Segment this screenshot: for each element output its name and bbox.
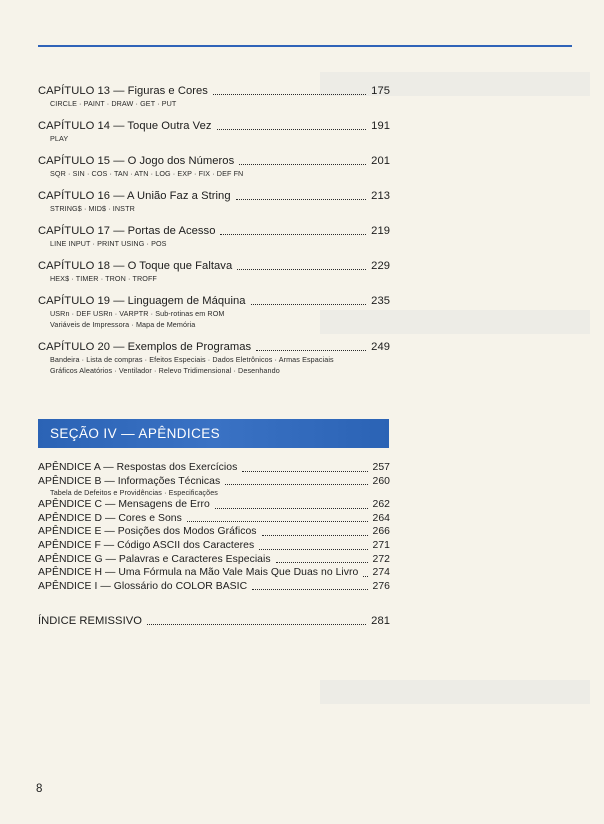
chapter-entry[interactable]: [38, 259, 390, 284]
appendix-line: [38, 475, 390, 489]
appendix-label: APÊNDICE E — Posições dos Modos Gráficos: [38, 526, 257, 538]
appendix-line: [38, 580, 390, 594]
leader-dots: [276, 561, 368, 563]
chapter-label: CAPÍTULO 15 — O Jogo dos Números: [38, 155, 235, 167]
leader-dots: [217, 128, 367, 130]
chapter-label: CAPÍTULO 16 — A União Faz a String: [38, 190, 231, 202]
appendix-label: APÊNDICE D — Cores e Sons: [38, 512, 182, 524]
leader-dots: [239, 163, 366, 165]
index-entry[interactable]: [38, 614, 390, 628]
appendix-label: APÊNDICE F — Código ASCII dos Caracteres: [38, 539, 255, 551]
leader-dots: [237, 268, 366, 270]
chapter-line: [38, 294, 390, 308]
chapter-keywords: CIRCLE · PAINT · DRAW · GET · PUT: [50, 99, 177, 108]
chapter-page: 175: [371, 85, 390, 97]
page-number: 8: [36, 783, 43, 795]
appendix-page: 266: [372, 526, 390, 538]
appendix-entry[interactable]: [38, 475, 390, 499]
chapter-line: [38, 224, 390, 238]
appendix-label: APÊNDICE I — Glossário do COLOR BASIC: [38, 580, 248, 592]
appendix-entry[interactable]: [38, 498, 390, 512]
chapter-keywords: USRn · DEF USRn · VARPTR · Sub-rotinas em ROM: [50, 309, 225, 318]
appendix-keywords: Tabela de Defeitos e Providências · Especificações: [50, 488, 219, 498]
section-title: SEÇÃO IV — APÊNDICES: [50, 426, 221, 441]
appendix-page: 274: [372, 567, 390, 579]
chapter-entry[interactable]: [38, 189, 390, 214]
appendix-page: 260: [372, 475, 390, 487]
chapter-line: [38, 154, 390, 168]
leader-dots: [363, 575, 367, 577]
chapter-label: CAPÍTULO 18 — O Toque que Faltava: [38, 260, 233, 272]
appendix-list: [38, 461, 390, 593]
chapter-page: 191: [371, 120, 390, 132]
appendix-entry[interactable]: [38, 525, 390, 539]
chapter-keywords: Bandeira · Lista de compras · Efeitos Especiais · Dados Eletrônicos · Armas Espaciais: [50, 355, 334, 364]
chapter-entry[interactable]: [38, 224, 390, 249]
chapter-page: 219: [371, 225, 390, 237]
leader-dots: [225, 483, 367, 485]
leader-dots: [215, 507, 368, 509]
appendix-page: 271: [372, 539, 390, 551]
chapter-label: CAPÍTULO 13 — Figuras e Cores: [38, 85, 208, 97]
chapter-page: 229: [371, 260, 390, 272]
appendix-entry[interactable]: [38, 566, 390, 580]
chapter-keywords: SQR · SIN · COS · TAN · ATN · LOG · EXP · FIX · DEF FN: [50, 169, 244, 178]
chapter-keywords: LINE INPUT · PRINT USING · POS: [50, 239, 167, 248]
appendix-entry[interactable]: [38, 553, 390, 567]
appendix-label: APÊNDICE H — Uma Fórmula na Mão Vale Mais Que Duas no Livro: [38, 567, 359, 579]
chapter-label: CAPÍTULO 14 — Toque Outra Vez: [38, 120, 212, 132]
leader-dots: [256, 349, 366, 351]
chapter-label: CAPÍTULO 17 — Portas de Acesso: [38, 225, 216, 237]
leader-dots: [262, 534, 368, 536]
appendix-entry[interactable]: [38, 580, 390, 594]
appendix-label: APÊNDICE A — Respostas dos Exercícios: [38, 462, 238, 473]
appendix-line: [38, 566, 390, 580]
appendix-page: 257: [372, 462, 390, 473]
index-label: ÍNDICE REMISSIVO: [38, 615, 142, 627]
chapter-entry[interactable]: [38, 340, 390, 376]
appendix-page: 262: [372, 499, 390, 511]
chapter-label: CAPÍTULO 19 — Linguagem de Máquina: [38, 295, 246, 307]
appendix-line: [38, 498, 390, 512]
appendix-line: [38, 512, 390, 526]
leader-dots: [259, 548, 367, 550]
chapter-line: [38, 259, 390, 273]
chapter-line: [38, 119, 390, 133]
appendix-entry[interactable]: [38, 512, 390, 526]
chapter-entry[interactable]: [38, 84, 390, 109]
top-rule: [38, 45, 572, 47]
appendix-line: [38, 553, 390, 567]
chapter-list: [38, 84, 390, 376]
chapter-page: 213: [371, 190, 390, 202]
bleed-through: [320, 680, 590, 704]
leader-dots: [220, 233, 366, 235]
chapter-page: 249: [371, 341, 390, 353]
appendix-line: [38, 525, 390, 539]
appendix-label: APÊNDICE B — Informações Técnicas: [38, 475, 221, 487]
chapter-entry[interactable]: [38, 119, 390, 144]
chapter-keywords: Variáveis de Impressora · Mapa de Memória: [50, 320, 196, 329]
leader-dots: [252, 588, 367, 590]
chapter-keywords: Gráficos Aleatórios · Ventilador · Relevo Tridimensional · Desenhando: [50, 366, 280, 375]
chapter-page: 201: [371, 155, 390, 167]
chapter-line: [38, 189, 390, 203]
chapter-entry[interactable]: [38, 154, 390, 179]
chapter-keywords: HEX$ · TIMER · TRON · TROFF: [50, 274, 157, 283]
appendix-entry[interactable]: [38, 461, 390, 475]
leader-dots: [236, 198, 367, 200]
leader-dots: [213, 93, 366, 95]
leader-dots: [242, 470, 367, 472]
appendix-line: [38, 539, 390, 553]
appendix-line: [38, 461, 390, 475]
leader-dots: [187, 520, 368, 522]
appendix-label: APÊNDICE C — Mensagens de Erro: [38, 499, 210, 511]
chapter-entry[interactable]: [38, 294, 390, 330]
appendix-label: APÊNDICE G — Palavras e Caracteres Especiais: [38, 553, 271, 565]
appendix-entry[interactable]: [38, 539, 390, 553]
chapter-line: [38, 84, 390, 98]
chapter-line: [38, 340, 390, 354]
chapter-keywords: STRING$ · MID$ · INSTR: [50, 204, 135, 213]
appendix-page: 272: [372, 553, 390, 565]
appendix-page: 276: [372, 580, 390, 592]
appendix-page: 264: [372, 512, 390, 524]
leader-dots: [251, 303, 367, 305]
chapter-label: CAPÍTULO 20 — Exemplos de Programas: [38, 341, 252, 353]
chapter-page: 235: [371, 295, 390, 307]
leader-dots: [147, 623, 366, 625]
section-header: [38, 419, 389, 448]
index-page: 281: [371, 615, 390, 627]
chapter-keywords: PLAY: [50, 134, 69, 143]
